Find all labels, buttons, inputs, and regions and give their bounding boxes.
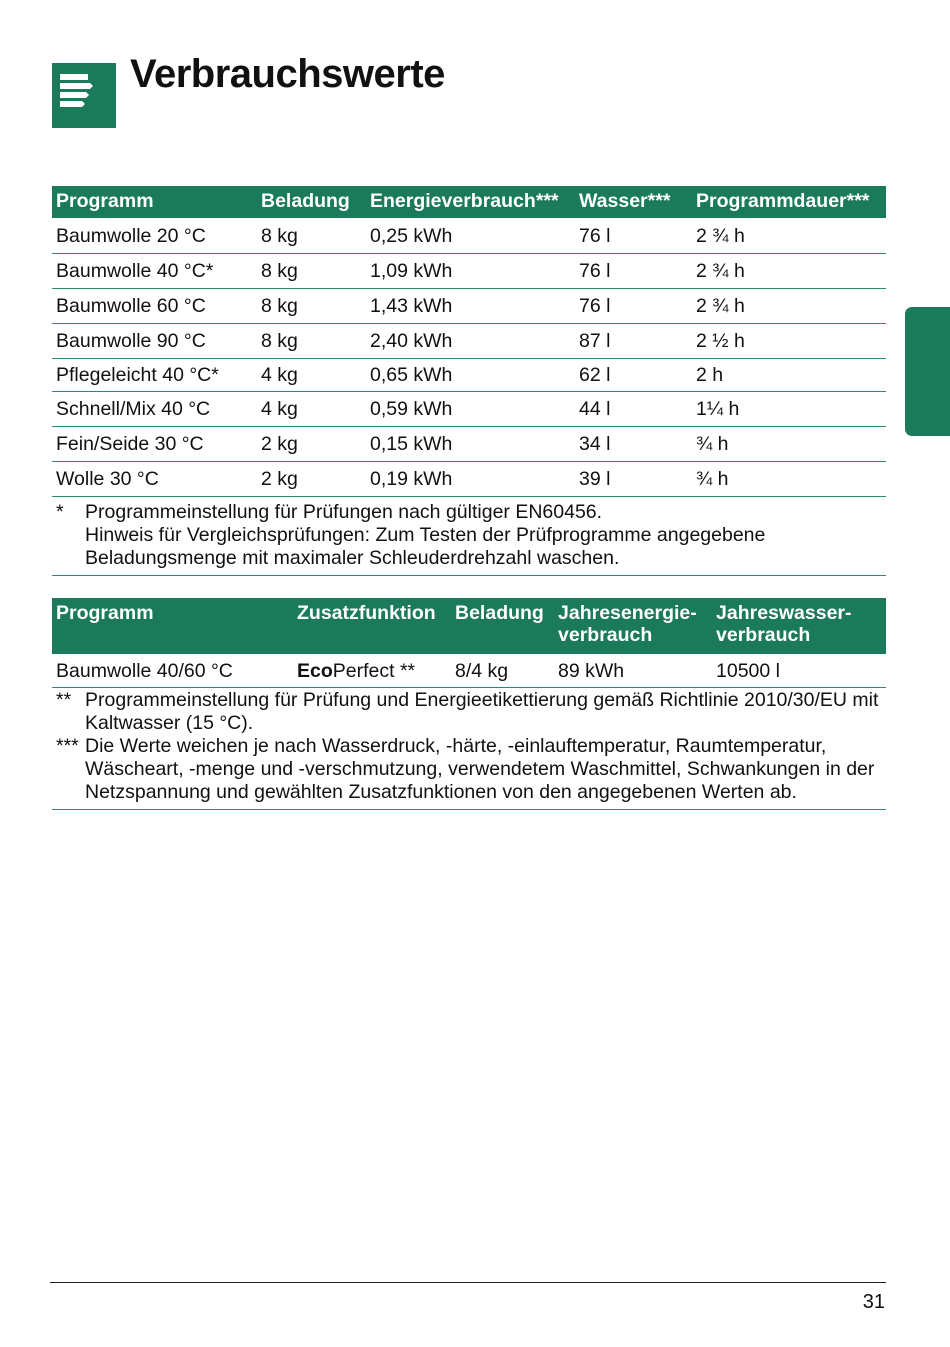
cell-dauer: 2 ½ h bbox=[692, 323, 886, 358]
col-header-dauer: Programmdauer*** bbox=[692, 186, 886, 218]
cell-wasser: 62 l bbox=[575, 358, 692, 391]
cell-beladung: 4 kg bbox=[257, 358, 366, 391]
energy-label-icon bbox=[52, 63, 116, 128]
table-row bbox=[52, 391, 886, 426]
cell-programm: Baumwolle 60 °C bbox=[52, 288, 257, 323]
table-header-row bbox=[52, 598, 886, 654]
table-row bbox=[52, 461, 886, 496]
cell-jahresenergie: 89 kWh bbox=[554, 654, 712, 687]
header-line: verbrauch bbox=[558, 624, 653, 646]
footnote-text: Programmeinstellung für Prüfung und Energieetikettierung gemäß Richtlinie 2010/30/EU mit Kaltwasser (15 °C). bbox=[85, 689, 879, 734]
cell-dauer: 1¼ h bbox=[692, 391, 886, 426]
cell-beladung: 8 kg bbox=[257, 218, 366, 253]
footnote-mark: * bbox=[56, 501, 64, 523]
cell-beladung: 8 kg bbox=[257, 323, 366, 358]
col-header-zusatzfunktion: Zusatzfunktion bbox=[293, 598, 451, 654]
cell-jahreswasser: 10500 l bbox=[712, 654, 886, 687]
header-line: Jahreswasser- bbox=[716, 602, 852, 624]
cell-beladung: 2 kg bbox=[257, 461, 366, 496]
col-header-jahreswasser bbox=[712, 598, 886, 654]
footnote-line: Hinweis für Vergleichsprüfungen: Zum Testen der Prüfprogramme angegebene Beladungsmenge mit maximaler Schleuderdrehzahl waschen. bbox=[85, 524, 766, 569]
zusatz-rest: Perfect ** bbox=[332, 659, 416, 682]
cell-dauer: 2 h bbox=[692, 358, 886, 391]
header-line: Jahresenergie- bbox=[558, 602, 697, 624]
cell-wasser: 76 l bbox=[575, 253, 692, 288]
footnote-text bbox=[85, 501, 886, 570]
cell-wasser: 34 l bbox=[575, 426, 692, 461]
table-row bbox=[52, 288, 886, 323]
col-header-jahresenergie bbox=[554, 598, 712, 654]
col-header-programm: Programm bbox=[52, 598, 293, 654]
footnote-mark: ** bbox=[56, 689, 72, 711]
table-row bbox=[52, 323, 886, 358]
cell-energie: 1,09 kWh bbox=[366, 253, 575, 288]
page-number: 31 bbox=[862, 1291, 885, 1313]
footnote bbox=[52, 735, 886, 804]
cell-beladung: 8 kg bbox=[257, 253, 366, 288]
footer-divider bbox=[50, 1282, 886, 1283]
col-header-energie: Energieverbrauch*** bbox=[366, 186, 575, 218]
cell-dauer: 2 ¾ h bbox=[692, 218, 886, 253]
cell-wasser: 76 l bbox=[575, 288, 692, 323]
table-row bbox=[52, 426, 886, 461]
cell-programm: Wolle 30 °C bbox=[52, 461, 257, 496]
cell-dauer: ¾ h bbox=[692, 426, 886, 461]
eco-label: Eco bbox=[297, 659, 333, 682]
footnote-line: Programmeinstellung für Prüfungen nach gültiger EN60456. bbox=[85, 501, 603, 523]
col-header-beladung: Beladung bbox=[451, 598, 554, 654]
table-header-row bbox=[52, 186, 886, 218]
col-header-beladung: Beladung bbox=[257, 186, 366, 218]
cell-energie: 0,25 kWh bbox=[366, 218, 575, 253]
footnote-text: Die Werte weichen je nach Wasserdruck, -härte, -einlauftemperatur, Raumtemperatur, Wäscheart, -menge und -verschmutzung, verwendetem Waschmittel, Schwankungen in der Netzspannung und gewählten Zusatzfunktionen von den angegebenen Werten ab. bbox=[85, 735, 875, 803]
col-header-wasser: Wasser*** bbox=[575, 186, 692, 218]
col-header-programm: Programm bbox=[52, 186, 257, 218]
table-row bbox=[52, 358, 886, 391]
cell-zusatzfunktion bbox=[293, 654, 451, 687]
consumption-table bbox=[52, 186, 886, 497]
header-line: verbrauch bbox=[716, 624, 811, 646]
cell-programm: Baumwolle 40/60 °C bbox=[52, 654, 293, 687]
cell-energie: 2,40 kWh bbox=[366, 323, 575, 358]
cell-wasser: 39 l bbox=[575, 461, 692, 496]
table-row bbox=[52, 253, 886, 288]
cell-programm: Baumwolle 40 °C* bbox=[52, 253, 257, 288]
cell-beladung: 8 kg bbox=[257, 288, 366, 323]
table-row bbox=[52, 654, 886, 687]
cell-beladung: 4 kg bbox=[257, 391, 366, 426]
cell-energie: 0,65 kWh bbox=[366, 358, 575, 391]
cell-programm: Pflegeleicht 40 °C* bbox=[52, 358, 257, 391]
cell-beladung: 2 kg bbox=[257, 426, 366, 461]
cell-programm: Baumwolle 90 °C bbox=[52, 323, 257, 358]
cell-wasser: 44 l bbox=[575, 391, 692, 426]
cell-programm: Fein/Seide 30 °C bbox=[52, 426, 257, 461]
page-title: Verbrauchswerte bbox=[130, 52, 445, 96]
cell-programm: Schnell/Mix 40 °C bbox=[52, 391, 257, 426]
cell-dauer: ¾ h bbox=[692, 461, 886, 496]
cell-wasser: 87 l bbox=[575, 323, 692, 358]
cell-dauer: 2 ¾ h bbox=[692, 288, 886, 323]
cell-energie: 0,59 kWh bbox=[366, 391, 575, 426]
table-row bbox=[52, 218, 886, 253]
cell-beladung: 8/4 kg bbox=[451, 654, 554, 687]
footnote bbox=[52, 501, 886, 570]
footnote-mark: *** bbox=[56, 735, 79, 757]
cell-energie: 0,15 kWh bbox=[366, 426, 575, 461]
cell-energie: 0,19 kWh bbox=[366, 461, 575, 496]
footnote-block-2 bbox=[52, 689, 886, 810]
cell-wasser: 76 l bbox=[575, 218, 692, 253]
cell-dauer: 2 ¾ h bbox=[692, 253, 886, 288]
cell-energie: 1,43 kWh bbox=[366, 288, 575, 323]
annual-consumption-table bbox=[52, 598, 886, 688]
footnote bbox=[52, 689, 886, 735]
footnote-block-1 bbox=[52, 501, 886, 576]
section-tab bbox=[905, 307, 950, 436]
cell-programm: Baumwolle 20 °C bbox=[52, 218, 257, 253]
